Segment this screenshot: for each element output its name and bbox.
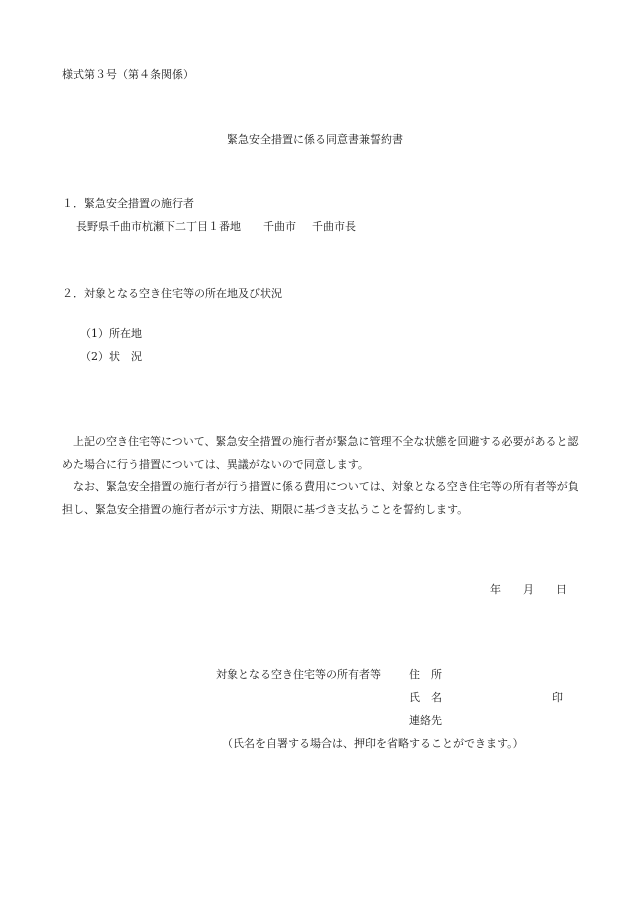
form-number: 様式第３号（第４条関係）	[62, 68, 194, 81]
pledge-paragraph: なお、緊急安全措置の施行者が行う措置に係る費用については、対象となる空き住宅等の所有者等が負担し、緊急安全措置の施行者が示す方法、期限に基づき支払うことを誓約します。	[62, 480, 579, 516]
day-label: 日	[556, 583, 567, 596]
owner-label: 対象となる空き住宅等の所有者等	[216, 668, 381, 681]
seal-mark: 印	[552, 691, 563, 704]
year-label: 年	[490, 583, 501, 596]
location-item: （1）所在地	[80, 327, 142, 340]
section2-heading: ２．対象となる空き住宅等の所在地及び状況	[62, 287, 282, 300]
name-label: 氏 名	[409, 691, 442, 704]
section1-heading: １．緊急安全措置の施行者	[62, 197, 194, 210]
month-label: 月	[523, 583, 534, 596]
section1-body	[76, 220, 356, 234]
status-item: （2）状 況	[80, 350, 142, 363]
document-title: 緊急安全措置に係る同意書兼誓約書	[227, 133, 403, 146]
implementer-city: 千曲市	[263, 220, 296, 233]
consent-paragraph: 上記の空き住宅等について、緊急安全措置の施行者が緊急に管理不全な状態を回避する必要があると認めた場合に行う措置については、異議がないので同意します。	[62, 435, 579, 471]
date-line	[490, 583, 567, 597]
address-label: 住 所	[409, 668, 442, 681]
signature-note: （氏名を自署する場合は、押印を省略することができます。）	[222, 737, 524, 750]
implementer-mayor: 千曲市長	[312, 220, 356, 233]
contact-label: 連絡先	[409, 714, 442, 727]
implementer-address: 長野県千曲市杭瀬下二丁目１番地	[76, 220, 241, 233]
